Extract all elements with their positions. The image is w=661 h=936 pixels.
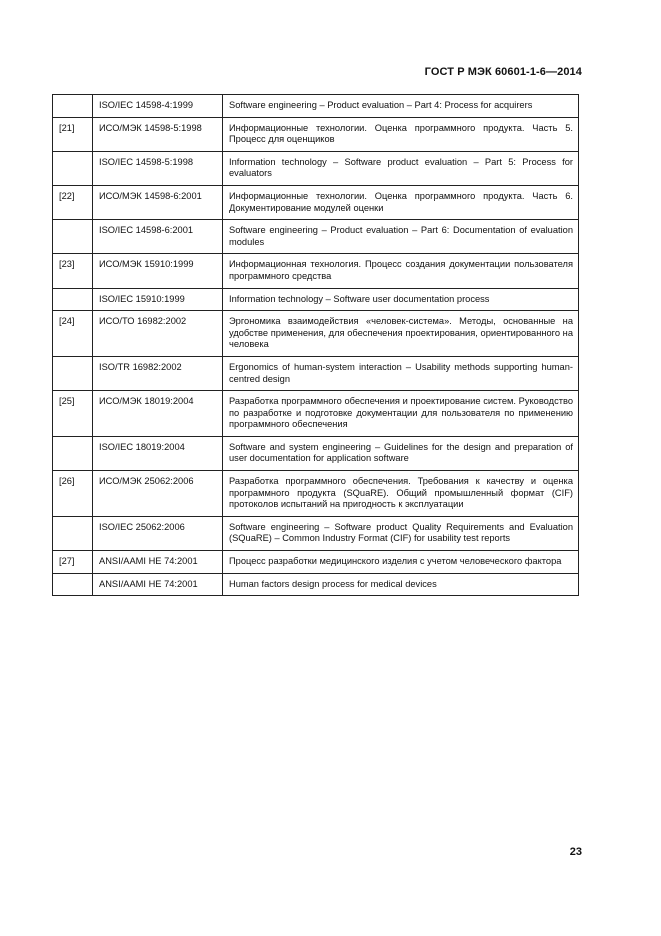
standard-code: ISO/IEC 14598-4:1999 [93,95,223,118]
standard-title: Информационные технологии. Оценка программного продукта. Часть 5. Процесс для оценщиков [223,117,579,151]
standard-code: ISO/IEC 14598-5:1998 [93,151,223,185]
bibliography-table [52,94,579,596]
table-row [53,311,579,357]
standard-title: Эргономика взаимодействия «человек-система». Методы, основанные на удобстве применения, для обеспечения проектирования, ориентированного на человека [223,311,579,357]
standard-code: ISO/IEC 25062:2006 [93,516,223,550]
page-number: 23 [569,846,582,858]
reference-number: [21] [53,117,93,151]
standard-title: Разработка программного обеспечения. Требования к качеству и оценка программного продукта (SQuaRE). Общий промышленный формат (CIF) протоколов испытаний на пригодность к эксплуатации [223,471,579,517]
reference-number: [24] [53,311,93,357]
table-row [53,436,579,470]
table-row [53,151,579,185]
table-row [53,288,579,311]
standard-code: ИСО/ТО 16982:2002 [93,311,223,357]
table-row [53,185,579,219]
standard-code: ANSI/AAMI HE 74:2001 [93,551,223,574]
table-row [53,573,579,596]
standard-title: Software engineering – Product evaluation – Part 4: Process for acquirers [223,95,579,118]
document-header: ГОСТ Р МЭК 60601-1-6—2014 [424,66,582,78]
standard-code: ISO/TR 16982:2002 [93,356,223,390]
standard-title: Software engineering – Product evaluation – Part 6: Documentation of evaluation modules [223,220,579,254]
standard-code: ИСО/МЭК 15910:1999 [93,254,223,288]
standard-code: ИСО/МЭК 14598-6:2001 [93,185,223,219]
standard-title: Разработка программного обеспечения и проектирование систем. Руководство по разработке и подготовке документации для пользователя по применению программного обеспечения [223,391,579,437]
standard-title: Software engineering – Software product Quality Requirements and Evaluation (SQuaRE) – Common Industry Format (CIF) for usability test reports [223,516,579,550]
reference-number: [27] [53,551,93,574]
standard-title: Ergonomics of human-system interaction – Usability methods supporting human-centred design [223,356,579,390]
reference-number [53,220,93,254]
bibliography-table-body [53,95,579,596]
table-row [53,117,579,151]
standard-code: ИСО/МЭК 14598-5:1998 [93,117,223,151]
reference-number [53,436,93,470]
reference-number: [22] [53,185,93,219]
reference-number [53,288,93,311]
reference-number [53,151,93,185]
standard-title: Human factors design process for medical devices [223,573,579,596]
reference-number [53,356,93,390]
reference-number: [25] [53,391,93,437]
standard-title: Информационная технология. Процесс создания документации пользователя программного средства [223,254,579,288]
table-row [53,254,579,288]
standard-code: ANSI/AAMI HE 74:2001 [93,573,223,596]
standard-code: ИСО/МЭК 25062:2006 [93,471,223,517]
table-row [53,516,579,550]
table-row [53,356,579,390]
table-row [53,551,579,574]
standard-title: Информационные технологии. Оценка программного продукта. Часть 6. Документирование модулей оценки [223,185,579,219]
standard-title: Information technology – Software user documentation process [223,288,579,311]
standard-code: ISO/IEC 15910:1999 [93,288,223,311]
standard-title: Software and system engineering – Guidelines for the design and preparation of user documentation for application software [223,436,579,470]
standard-title: Information technology – Software product evaluation – Part 5: Process for evaluators [223,151,579,185]
standard-code: ИСО/МЭК 18019:2004 [93,391,223,437]
reference-number: [26] [53,471,93,517]
table-row [53,391,579,437]
table-row [53,471,579,517]
standard-code: ISO/IEC 14598-6:2001 [93,220,223,254]
reference-number [53,516,93,550]
reference-number [53,573,93,596]
reference-number [53,95,93,118]
standard-title: Процесс разработки медицинского изделия с учетом человеческого фактора [223,551,579,574]
standard-code: ISO/IEC 18019:2004 [93,436,223,470]
table-row [53,95,579,118]
table-row [53,220,579,254]
reference-number: [23] [53,254,93,288]
